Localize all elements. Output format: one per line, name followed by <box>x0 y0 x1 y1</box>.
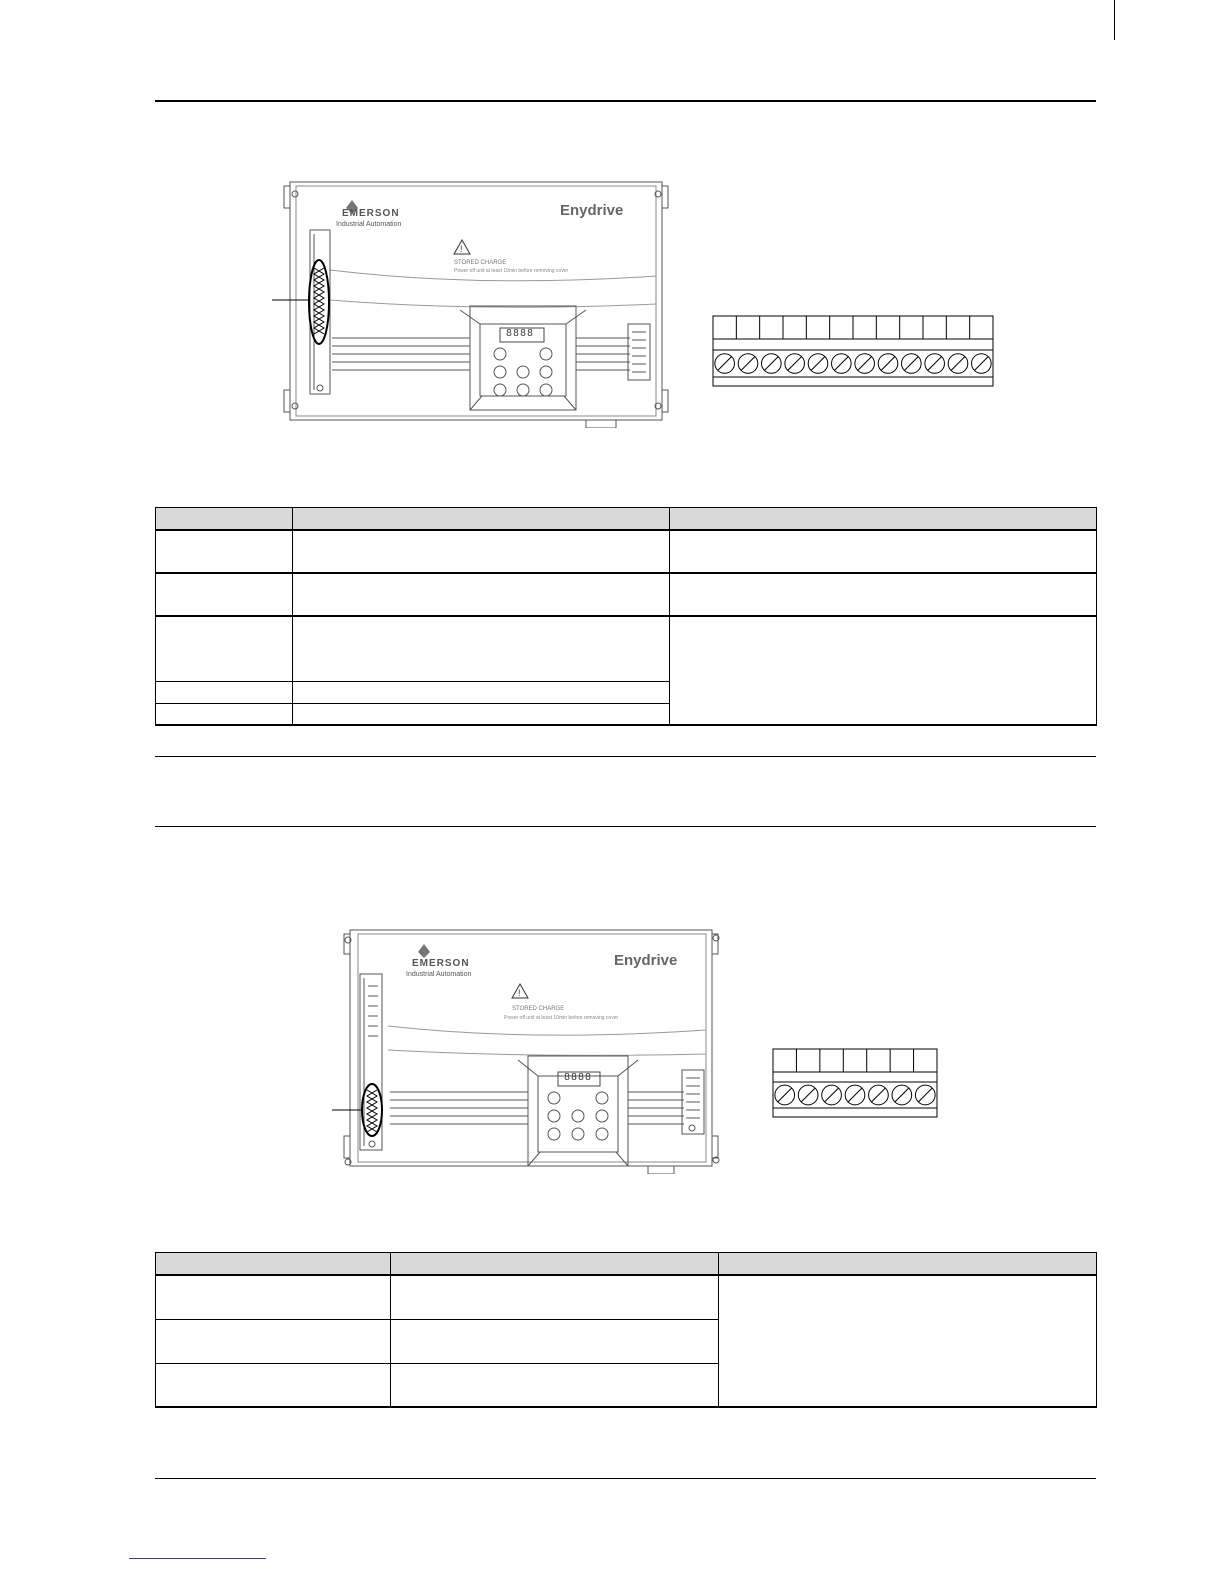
table-cell <box>156 616 293 681</box>
warning-text: Power off unit at least 10min before removing cover <box>504 1015 619 1021</box>
warning-title: STORED CHARGE <box>512 1006 565 1012</box>
table-cell <box>670 616 1097 725</box>
table-cell <box>156 573 293 616</box>
strip-frame <box>773 1049 937 1117</box>
table-cell <box>156 1363 391 1407</box>
table-cell <box>293 681 670 703</box>
warning-title: STORED CHARGE <box>454 260 507 266</box>
product-logo: Enydrive <box>560 202 624 219</box>
table-cell <box>156 530 293 573</box>
table-cell <box>156 681 293 703</box>
division-text: Industrial Automation <box>406 971 472 978</box>
table-cell <box>391 1275 719 1319</box>
led-display: 8888 <box>506 328 535 339</box>
division-text: Industrial Automation <box>336 221 402 228</box>
note-rule-bottom <box>155 826 1096 827</box>
table-cell <box>670 530 1097 573</box>
brand-logo-text: EMERSON <box>342 208 400 219</box>
table-cell <box>293 573 670 616</box>
terminal-strip-12 <box>712 315 994 387</box>
table-cell <box>156 703 293 725</box>
column-header <box>293 508 670 531</box>
column-header <box>391 1253 719 1276</box>
table-cell <box>293 703 670 725</box>
column-header <box>670 508 1097 531</box>
drive-illustration-2 <box>332 926 728 1174</box>
table-cell <box>670 573 1097 616</box>
svg-text:!: ! <box>460 244 463 254</box>
terminal-table-1 <box>155 507 1097 726</box>
table-cell <box>391 1319 719 1363</box>
column-header <box>156 1253 391 1276</box>
table-cell <box>156 1275 391 1319</box>
note-rule-top <box>155 756 1096 757</box>
table-cell <box>391 1363 719 1407</box>
column-header <box>719 1253 1097 1276</box>
led-display: 8888 <box>564 1072 593 1083</box>
svg-text:!: ! <box>518 988 521 998</box>
table-cell <box>719 1275 1097 1407</box>
footer-rule <box>155 1478 1096 1479</box>
table-cell <box>293 530 670 573</box>
table-cell <box>156 1319 391 1363</box>
footnote-link-underline[interactable] <box>129 1558 266 1559</box>
brand-logo-text: EMERSON <box>412 958 470 969</box>
column-header <box>156 508 293 531</box>
table-cell <box>293 616 670 681</box>
warning-text: Power off unit at least 10min before removing cover <box>454 268 569 274</box>
product-logo: Enydrive <box>614 952 678 969</box>
drive-illustration-1 <box>270 178 678 428</box>
header-rule <box>155 100 1096 102</box>
terminal-strip-7 <box>772 1048 938 1118</box>
terminal-table-2 <box>155 1252 1097 1408</box>
crop-mark <box>1114 0 1115 40</box>
